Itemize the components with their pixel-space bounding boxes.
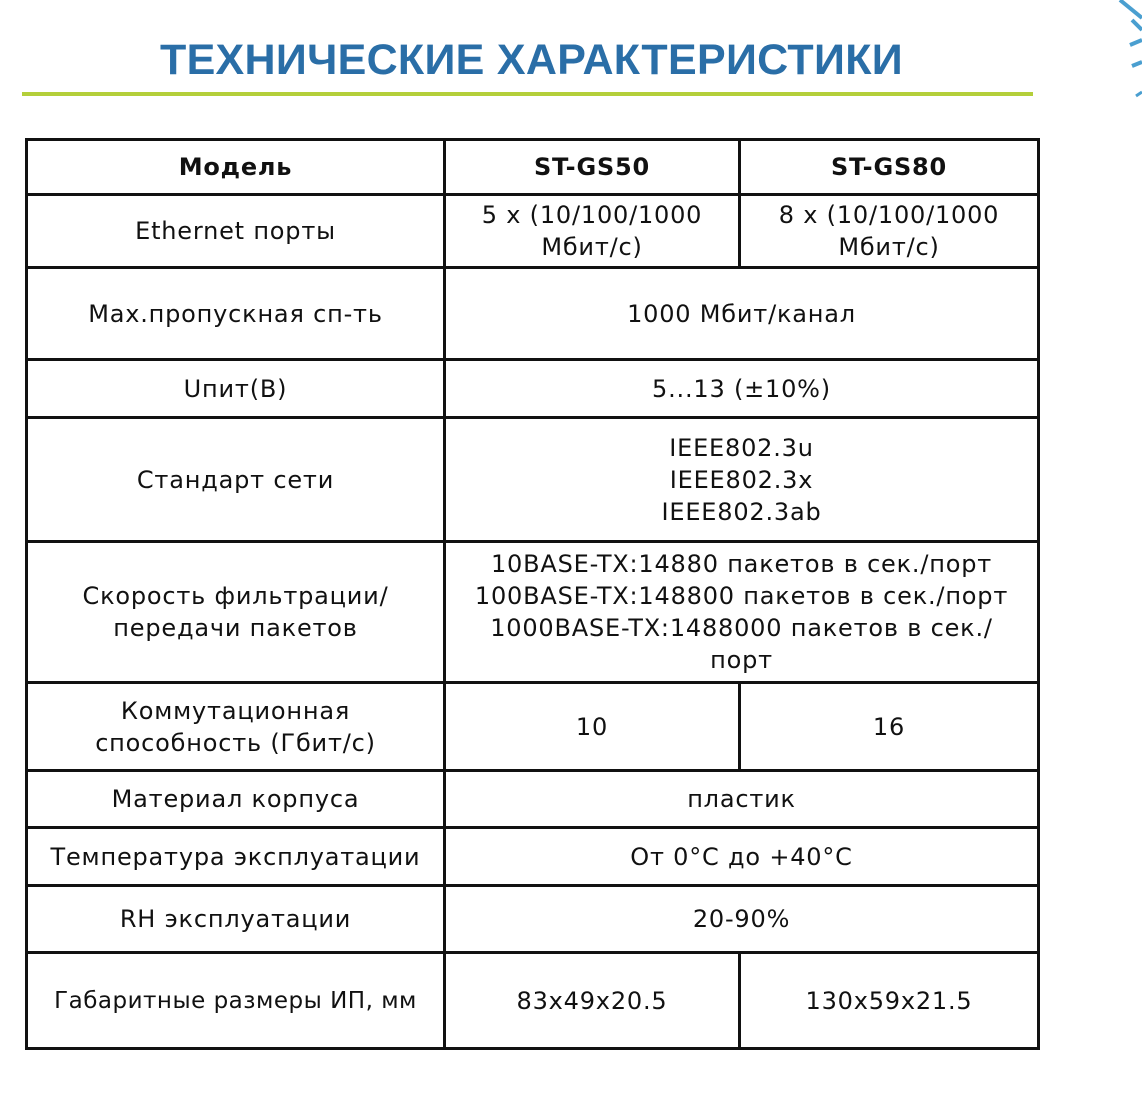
header-model-label: Модель xyxy=(27,140,445,195)
specifications-table xyxy=(25,138,1040,1050)
row-label-bandwidth: Max.пропускная сп-ть xyxy=(27,268,445,360)
table-row xyxy=(27,771,1039,828)
row-label-dimensions: Габаритные размеры ИП, мм xyxy=(27,953,445,1049)
table-row xyxy=(27,828,1039,886)
row-label-switching: Коммутационная способность (Гбит/с) xyxy=(27,683,445,771)
standard-item: IEEE802.3ab xyxy=(661,497,822,526)
page-title: ТЕХНИЧЕСКИЕ ХАРАКТЕРИСТИКИ xyxy=(160,36,903,84)
row-label-temperature: Температура эксплуатации xyxy=(27,828,445,886)
row-label-voltage: Uпит(В) xyxy=(27,360,445,418)
temperature-value: От 0°C до +40°C xyxy=(445,828,1039,886)
table-row xyxy=(27,683,1039,771)
decorative-stripes-icon xyxy=(1102,0,1142,110)
header-model-a: ST-GS50 xyxy=(445,140,740,195)
switching-value-b: 16 xyxy=(740,683,1039,771)
bandwidth-value: 1000 Мбит/канал xyxy=(445,268,1039,360)
switching-value-a: 10 xyxy=(445,683,740,771)
row-label-filtering: Скорость фильтрации/передачи пакетов xyxy=(27,542,445,683)
table-row xyxy=(27,953,1039,1049)
standard-item: IEEE802.3x xyxy=(669,465,814,494)
table-row xyxy=(27,542,1039,683)
header-model-b: ST-GS80 xyxy=(740,140,1039,195)
row-label-standard: Стандарт сети xyxy=(27,418,445,542)
row-label-humidity: RH эксплуатации xyxy=(27,886,445,953)
row-label-material: Материал корпуса xyxy=(27,771,445,828)
filtering-item: 100BASE-TX:148800 пакетов в сек./порт xyxy=(474,582,1009,610)
standard-values xyxy=(445,418,1039,542)
filtering-values xyxy=(445,542,1039,683)
dimensions-value-a: 83x49x20.5 xyxy=(445,953,740,1049)
standard-item: IEEE802.3u xyxy=(669,433,814,462)
table-row xyxy=(27,886,1039,953)
row-label-ethernet: Ethernet порты xyxy=(27,195,445,268)
title-underline xyxy=(22,92,1033,96)
filtering-item: 10BASE-TX:14880 пакетов в сек./порт xyxy=(490,550,993,578)
humidity-value: 20-90% xyxy=(445,886,1039,953)
material-value: пластик xyxy=(445,771,1039,828)
table-row xyxy=(27,268,1039,360)
ethernet-value-a: 5 x (10/100/1000 Мбит/с) xyxy=(445,195,740,268)
dimensions-value-b: 130x59x21.5 xyxy=(740,953,1039,1049)
filtering-item: 1000BASE-TX:1488000 пакетов в сек./порт xyxy=(490,614,993,674)
table-header-row xyxy=(27,140,1039,195)
voltage-value: 5...13 (±10%) xyxy=(445,360,1039,418)
table-row xyxy=(27,360,1039,418)
table-row xyxy=(27,195,1039,268)
ethernet-value-b: 8 x (10/100/1000 Мбит/с) xyxy=(740,195,1039,268)
table-row xyxy=(27,418,1039,542)
